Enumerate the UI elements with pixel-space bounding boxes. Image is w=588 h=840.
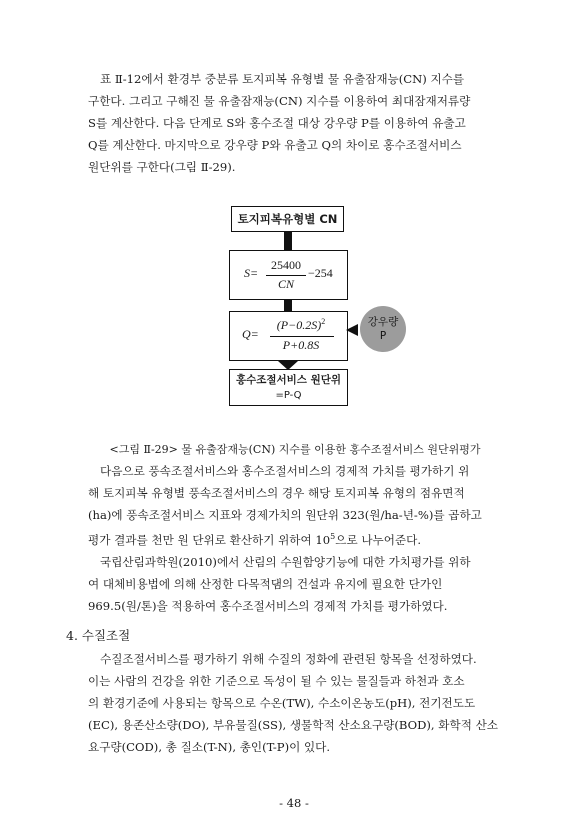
result-box: [229, 369, 348, 406]
s-equation-box: [229, 250, 348, 300]
intro-line: 구한다. 그리고 구해진 물 유출잠재능(CN) 지수를 이용하여 최대잠재저류량: [88, 94, 471, 108]
q-numerator-text: (P−0.2S): [276, 318, 322, 332]
intro-line: 원단위를 구한다(그림 Ⅱ-29).: [88, 160, 236, 174]
s-lhs: S=: [244, 266, 259, 280]
intro-line: Q를 계산한다. 마지막으로 강우량 P와 유출고 Q의 차이로 홍수조절서비스: [88, 138, 462, 152]
q-numerator-exponent: 2: [321, 317, 326, 326]
valuation-line-tail: 으로 나누어준다.: [335, 532, 422, 547]
figure-caption: <그림 Ⅱ-29> 물 유출잠재능(CN) 지수를 이용한 홍수조절서비스 원단위평가: [109, 443, 481, 456]
connector-line: [284, 361, 292, 362]
page-number: - 48 -: [279, 796, 309, 810]
s-denominator: CN: [277, 277, 294, 291]
intro-paragraph: [88, 68, 508, 178]
water-quality-line: 의 환경기준에 사용되는 항목으로 수온(TW), 수소이온농도(pH), 전기전도도: [88, 696, 476, 710]
rainfall-circle: [360, 306, 406, 352]
water-quality-line: 요구량(COD), 총 질소(T-N), 총인(T-P)이 있다.: [88, 740, 331, 754]
valuation-line: [88, 526, 508, 551]
water-quality-line: 수질조절서비스를 평가하기 위해 수질의 정화에 관련된 항목을 선정하였다.: [100, 652, 477, 666]
q-numerator: [266, 317, 336, 333]
valuation-paragraph: [88, 460, 508, 617]
q-equation-box: [229, 311, 348, 361]
water-quality-line: (EC), 용존산소량(DO), 부유물질(SS), 생물학적 산소요구량(BOD), 화학적 산소: [88, 718, 498, 732]
water-quality-line: 이는 사람의 건강을 위한 기준으로 독성이 될 수 있는 물질들과 하천과 호소: [88, 674, 465, 688]
s-rhs: −254: [308, 266, 333, 280]
result-formula: =P-Q: [275, 390, 302, 401]
valuation-line: 969.5(원/톤)을 적용하여 홍수조절서비스의 경제적 가치를 평가하였다.: [88, 598, 448, 613]
rainfall-arrow: [346, 324, 362, 336]
cn-title-box: [231, 206, 344, 232]
result-label: 홍수조절서비스 원단위: [235, 374, 342, 386]
valuation-exponent: 5: [330, 532, 336, 541]
valuation-line: 여 대체비용법에 의해 산정한 다목적댐의 건설과 유지에 필요한 단가인: [88, 576, 443, 591]
q-denominator: P+0.8S: [282, 338, 320, 352]
valuation-line: 다음으로 풍속조절서비스와 홍수조절서비스의 경제적 가치를 평가하기 위: [100, 464, 470, 478]
rainfall-label: 강우량: [367, 316, 399, 328]
water-quality-paragraph: [88, 648, 508, 758]
intro-line: S를 계산한다. 다음 단계로 S와 홍수조절 대상 강우량 P를 이용하여 유출고: [88, 116, 466, 130]
valuation-line-text: 평가 결과를 천만 원 단위로 환산하기 위하여 10: [88, 532, 331, 547]
section-heading: 4. 수질조절: [66, 628, 131, 643]
s-numerator: 25400: [271, 258, 301, 272]
s-fraction-bar: [266, 275, 306, 276]
valuation-line: 해 토지피복 유형별 풍속조절서비스의 경우 해당 토지피복 유형의 점유면적: [88, 486, 465, 500]
intro-line: 표 Ⅱ-12에서 환경부 중분류 토지피복 유형별 물 유출잠재능(CN) 지수를: [100, 72, 465, 86]
connector-line: [284, 232, 292, 250]
q-lhs: Q=: [242, 327, 259, 341]
valuation-line: (ha)에 풍속조절서비스 지표와 경제가치의 원단위 323(원/ha-년-%)를 곱하고: [88, 508, 482, 522]
rainfall-variable: P: [379, 330, 387, 342]
valuation-line: 국립산림과학원(2010)에서 산림의 수원함양기능에 대한 가치평가를 위하: [100, 554, 471, 569]
cn-title-label: 토지피복유형별 CN: [237, 212, 338, 226]
q-fraction-bar: [270, 336, 334, 337]
connector-line: [284, 300, 292, 311]
